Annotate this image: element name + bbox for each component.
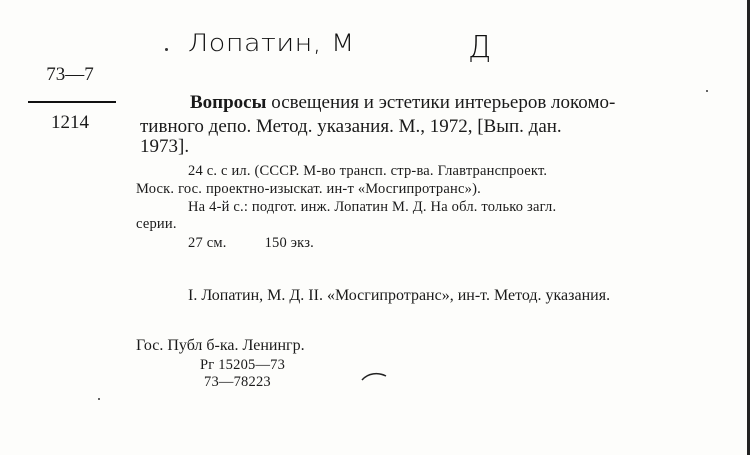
description-line-1: 24 с. с ил. (СССР. М-во трансп. стр-ва. Главтранспроект.: [188, 163, 548, 179]
description-line-2: Моск. гос. проектно-изыскат. ин-т «Мосгипротранс»).: [136, 181, 481, 197]
registry-number: Рг 15205—73: [200, 357, 286, 373]
physical-description: [188, 235, 314, 252]
library-name: Гос. Публ б-ка. Ленингр.: [136, 337, 305, 354]
title-line-2: тивного депо. Метод. указания. М., 1972, [Вып. дан.: [140, 116, 562, 137]
copies-text: 150 экз.: [264, 235, 314, 251]
handwritten-author: Лопатин, М: [188, 29, 355, 58]
pen-stroke-mark: [360, 370, 390, 384]
title-line-1: [190, 92, 615, 114]
ink-dot: [165, 48, 168, 51]
card-number: 73—78223: [204, 374, 271, 390]
call-number-top: 73—7: [46, 64, 94, 85]
title-line-1-rest: освещения и эстетики интерьеров локомо-: [266, 92, 616, 113]
tracings: I. Лопатин, М. Д. II. «Мосгипротранс», ин-т. Метод. указания.: [188, 287, 611, 304]
note-line-2: серии.: [136, 216, 177, 232]
title-line-3: 1973].: [140, 136, 190, 157]
call-number-bottom: 1214: [51, 112, 89, 133]
ink-speck: [98, 398, 100, 400]
call-number-divider: [28, 101, 116, 103]
handwritten-letter: Д: [468, 30, 492, 65]
title-bold-word: Вопросы: [190, 92, 267, 113]
size-text: 27 см.: [188, 235, 227, 251]
ink-speck: [706, 90, 708, 92]
note-line-1: На 4-й с.: подгот. инж. Лопатин М. Д. На обл. только загл.: [188, 199, 557, 215]
